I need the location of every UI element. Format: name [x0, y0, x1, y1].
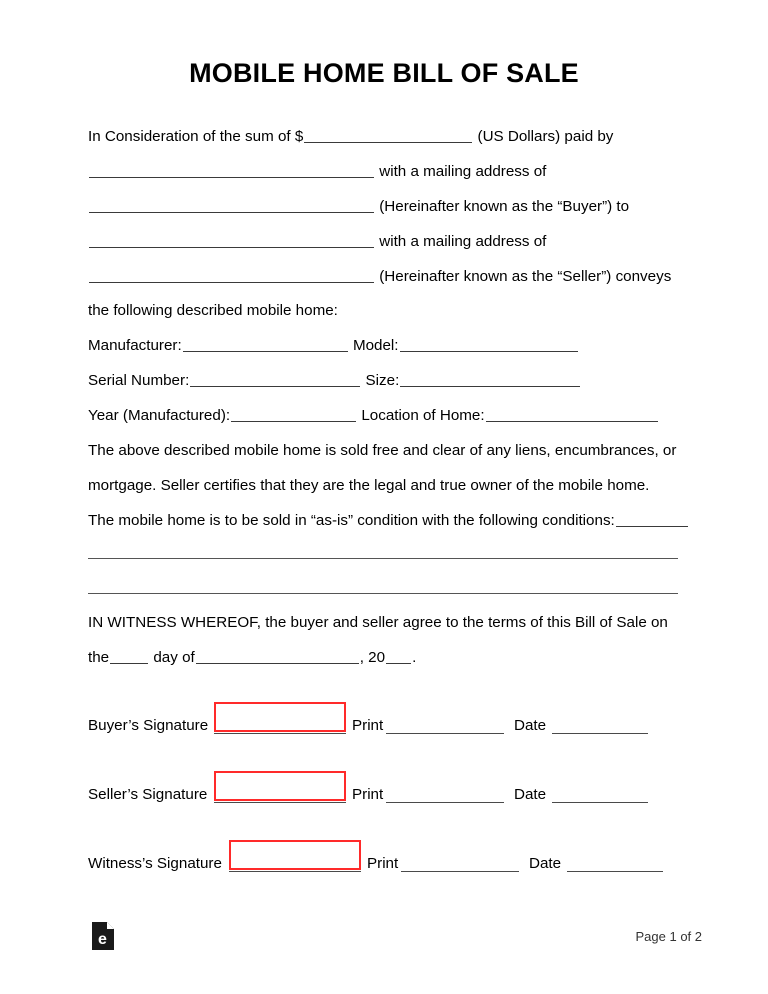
execution-date-line [88, 648, 416, 668]
date-year-prefix-text: , 20 [359, 649, 386, 666]
buyer-print-line[interactable] [386, 733, 504, 734]
witness-print-line[interactable] [401, 871, 519, 872]
size-blank[interactable] [400, 373, 580, 387]
date-period-text: . [412, 649, 417, 666]
witness-signature-label: Witness’s Signature [88, 855, 222, 872]
as-is-condition-line [88, 511, 689, 531]
location-of-home-label: Location of Home: [361, 407, 485, 424]
seller-signature-label: Seller’s Signature [88, 786, 208, 803]
serial-number-blank[interactable] [190, 373, 360, 387]
buyer-name-line [88, 162, 546, 182]
year-manufactured-label: Year (Manufactured): [88, 407, 231, 424]
location-of-home-blank[interactable] [486, 408, 658, 422]
date-the-text: the [88, 649, 110, 666]
seller-designation-text: (Hereinafter known as the “Seller”) conveys [379, 268, 672, 285]
described-home-line: the following described mobile home: [88, 302, 338, 319]
buyer-name-suffix-text: with a mailing address of [379, 163, 547, 180]
buyer-signature-line[interactable] [214, 733, 346, 734]
serial-size-row [88, 371, 581, 391]
page-title: MOBILE HOME BILL OF SALE [189, 58, 579, 88]
manufacturer-blank[interactable] [183, 338, 348, 352]
seller-name-blank[interactable] [89, 234, 374, 248]
as-is-text: The mobile home is to be sold in “as-is” condition with the following conditions: [88, 512, 615, 529]
consideration-lead-text: In Consideration of the sum of $ [88, 128, 304, 145]
witness-date-line[interactable] [567, 871, 663, 872]
seller-name-line [88, 232, 546, 252]
seller-date-label: Date [514, 786, 547, 803]
buyer-address-blank[interactable] [89, 199, 374, 213]
seller-address-line [88, 267, 671, 287]
seller-name-suffix-text: with a mailing address of [379, 233, 547, 250]
amount-blank[interactable] [304, 129, 472, 143]
buyer-address-line [88, 197, 629, 217]
seller-signature-field-box[interactable] [214, 771, 346, 801]
serial-number-label: Serial Number: [88, 372, 190, 389]
buyer-signature-field-box[interactable] [214, 702, 346, 732]
witness-signature-field-box[interactable] [229, 840, 361, 870]
consideration-line [88, 127, 613, 147]
buyer-signature-label: Buyer’s Signature [88, 717, 209, 734]
size-label: Size: [365, 372, 400, 389]
seller-print-label: Print [352, 786, 384, 803]
year-location-row [88, 406, 659, 426]
conditions-blank-line-1[interactable] [88, 558, 678, 559]
date-dayof-text: day of [153, 649, 195, 666]
manufacturer-label: Manufacturer: [88, 337, 182, 354]
witness-whereof-clause: IN WITNESS WHEREOF, the buyer and seller agree to the terms of this Bill of Sale on [88, 614, 668, 631]
liens-paragraph-line-2: mortgage. Seller certifies that they are the legal and true owner of the mobile home. [88, 477, 650, 494]
seller-signature-line[interactable] [214, 802, 346, 803]
seller-print-line[interactable] [386, 802, 504, 803]
eforms-logo-letter: e [98, 931, 107, 948]
eforms-document-icon [92, 922, 114, 950]
consideration-tail-text: (US Dollars) paid by [477, 128, 614, 145]
buyer-name-blank[interactable] [89, 164, 374, 178]
witness-date-label: Date [529, 855, 562, 872]
witness-print-label: Print [367, 855, 399, 872]
buyer-designation-text: (Hereinafter known as the “Buyer”) to [379, 198, 630, 215]
seller-date-line[interactable] [552, 802, 648, 803]
seller-address-blank[interactable] [89, 269, 374, 283]
liens-paragraph-line-1: The above described mobile home is sold free and clear of any liens, encumbrances, or [88, 442, 677, 459]
manufacturer-model-row [88, 336, 579, 356]
year-manufactured-blank[interactable] [231, 408, 356, 422]
day-blank[interactable] [110, 650, 148, 664]
month-blank[interactable] [196, 650, 359, 664]
buyer-date-label: Date [514, 717, 547, 734]
page-number: Page 1 of 2 [635, 929, 702, 944]
conditions-blank-line-2[interactable] [88, 593, 678, 594]
buyer-print-label: Print [352, 717, 384, 734]
witness-signature-line[interactable] [229, 871, 361, 872]
conditions-blank-inline[interactable] [616, 513, 688, 527]
model-label: Model: [352, 337, 399, 354]
model-blank[interactable] [400, 338, 578, 352]
year-blank[interactable] [386, 650, 411, 664]
buyer-date-line[interactable] [552, 733, 648, 734]
